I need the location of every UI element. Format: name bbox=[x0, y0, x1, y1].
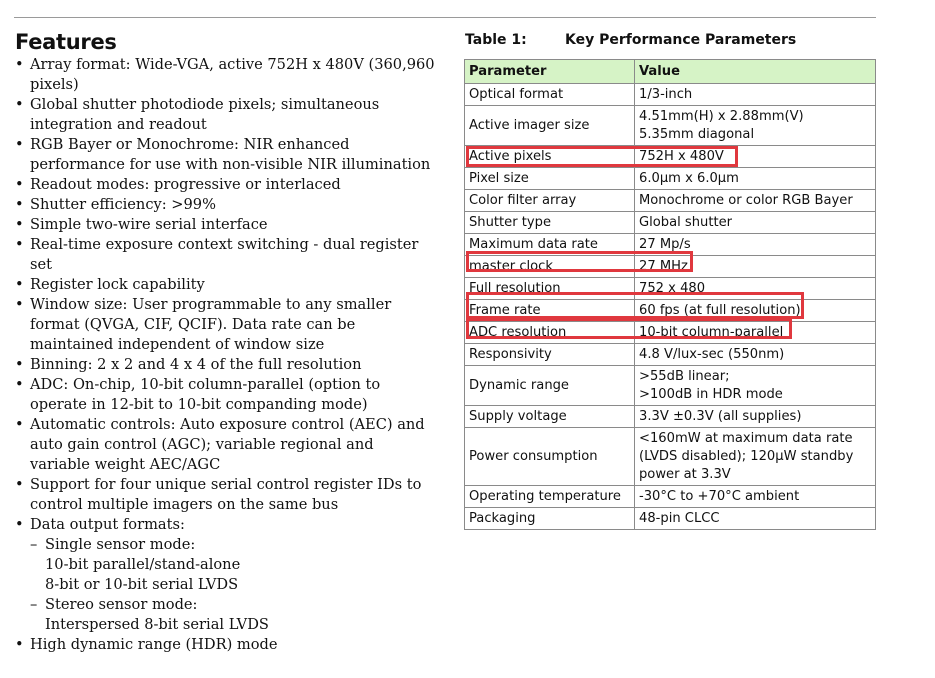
value-line: Global shutter bbox=[639, 215, 733, 230]
table-caption-title: Key Performance Parameters bbox=[565, 32, 797, 48]
value-cell bbox=[635, 486, 876, 508]
value-cell bbox=[635, 190, 876, 212]
feature-item: • ADC: On-chip, 10-bit column-parallel (option to operate in 12-bit to 10-bit companding mode) bbox=[15, 376, 381, 413]
table-row bbox=[465, 84, 876, 106]
table-row bbox=[465, 190, 876, 212]
feature-item: • Support for four unique serial control register IDs to control multiple imagers on the same bus bbox=[15, 476, 422, 513]
feature-item: • RGB Bayer or Monochrome: NIR enhanced performance for use with non-visible NIR illumination bbox=[15, 136, 431, 173]
value-line: 752H x 480V bbox=[639, 149, 724, 164]
parameter-cell: Pixel size bbox=[465, 168, 635, 190]
parameter-cell: Shutter type bbox=[465, 212, 635, 234]
highlight-box-active-pixels bbox=[466, 146, 738, 167]
feature-item: • Global shutter photodiode pixels; simultaneous integration and readout bbox=[15, 96, 380, 133]
table-caption-label: Table 1: bbox=[465, 32, 527, 48]
parameter-cell: ADC resolution bbox=[465, 322, 635, 344]
value-line: -30°C to +70°C ambient bbox=[639, 489, 800, 504]
value-cell bbox=[635, 406, 876, 428]
value-line: 27 MHz bbox=[639, 259, 688, 274]
value-line: 27 Mp/s bbox=[639, 237, 691, 252]
parameter-cell: Full resolution bbox=[465, 278, 635, 300]
value-line: 4.51mm(H) x 2.88mm(V) bbox=[639, 109, 804, 124]
value-cell bbox=[635, 508, 876, 530]
highlight-box-frame-rate bbox=[466, 292, 804, 319]
table-row bbox=[465, 508, 876, 530]
value-line: >55dB linear; bbox=[639, 369, 730, 384]
parameter-cell: Power consumption bbox=[465, 428, 635, 486]
parameter-cell: Supply voltage bbox=[465, 406, 635, 428]
sub-item-single-sensor: – Single sensor mode: 10-bit parallel/stand-alone 8-bit or 10-bit serial LVDS bbox=[30, 536, 241, 593]
table-row bbox=[465, 344, 876, 366]
value-line: 752 x 480 bbox=[639, 281, 706, 296]
features-list bbox=[15, 55, 435, 655]
table-caption bbox=[465, 30, 797, 50]
parameter-cell: Frame rate bbox=[465, 300, 635, 322]
parameter-cell: Dynamic range bbox=[465, 366, 635, 406]
table-row bbox=[465, 106, 876, 146]
feature-item: • Binning: 2 x 2 and 4 x 4 of the full resolution bbox=[15, 356, 362, 373]
value-line: <160mW at maximum data rate bbox=[639, 431, 853, 446]
value-line: 60 fps (at full resolution) bbox=[639, 303, 801, 318]
features-heading: Features bbox=[15, 30, 117, 54]
value-line: (LVDS disabled); 120µW standby bbox=[639, 449, 854, 464]
parameter-cell: Active pixels bbox=[465, 146, 635, 168]
sub-item-stereo-sensor: – Stereo sensor mode: Interspersed 8-bit serial LVDS bbox=[30, 596, 269, 633]
value-cell bbox=[635, 366, 876, 406]
value-line: 4.8 V/lux-sec (550nm) bbox=[639, 347, 785, 362]
highlight-box-master-clock bbox=[466, 251, 693, 272]
value-cell bbox=[635, 212, 876, 234]
features-section bbox=[15, 30, 435, 655]
output-formats-sublist bbox=[30, 535, 435, 635]
parameter-cell: Responsivity bbox=[465, 344, 635, 366]
table-header-row bbox=[465, 60, 876, 84]
table-row bbox=[465, 168, 876, 190]
feature-item: • Array format: Wide-VGA, active 752H x 480V (360,960 pixels) bbox=[15, 56, 435, 93]
feature-item: • Simple two-wire serial interface bbox=[15, 216, 268, 233]
value-line: Monochrome or color RGB Bayer bbox=[639, 193, 853, 208]
value-line: 6.0µm x 6.0µm bbox=[639, 171, 739, 186]
parameter-cell: Color filter array bbox=[465, 190, 635, 212]
feature-item: • Register lock capability bbox=[15, 276, 205, 293]
feature-item: • High dynamic range (HDR) mode bbox=[15, 636, 278, 653]
highlight-box-adc-resolution bbox=[466, 318, 792, 339]
value-line: 5.35mm diagonal bbox=[639, 127, 755, 142]
table-row bbox=[465, 212, 876, 234]
value-line: 3.3V ±0.3V (all supplies) bbox=[639, 409, 802, 424]
value-cell bbox=[635, 168, 876, 190]
parameter-cell: Active imager size bbox=[465, 106, 635, 146]
feature-item-output-formats: • Data output formats: – Single sensor mode: 10-bit parallel/stand-alone 8-bit or 10-bit serial LVDS – Stereo sensor mode: Interspersed 8-bit serial LVDS bbox=[15, 515, 435, 635]
header-parameter: Parameter bbox=[465, 60, 635, 84]
parameter-cell: Optical format bbox=[465, 84, 635, 106]
table-row bbox=[465, 428, 876, 486]
feature-item: • Readout modes: progressive or interlaced bbox=[15, 176, 341, 193]
value-line: power at 3.3V bbox=[639, 467, 731, 482]
feature-item: • Shutter efficiency: >99% bbox=[15, 196, 216, 213]
feature-item: • Window size: User programmable to any smaller format (QVGA, CIF, QCIF). Data rate can be maintained independent of window size bbox=[15, 296, 392, 353]
parameter-cell: Operating temperature bbox=[465, 486, 635, 508]
value-line: 1/3-inch bbox=[639, 87, 693, 102]
parameter-cell: Maximum data rate bbox=[465, 234, 635, 256]
table-row bbox=[465, 486, 876, 508]
value-cell bbox=[635, 106, 876, 146]
feature-item: • Automatic controls: Auto exposure control (AEC) and auto gain control (AGC); variable regional and variable weight AEC/AGC bbox=[15, 416, 425, 473]
table-row bbox=[465, 366, 876, 406]
value-line: 10-bit column-parallel bbox=[639, 325, 784, 340]
feature-item: • Real-time exposure context switching - dual register set bbox=[15, 236, 419, 273]
parameter-cell: master clock bbox=[465, 256, 635, 278]
table-row bbox=[465, 406, 876, 428]
value-cell bbox=[635, 84, 876, 106]
top-rule bbox=[14, 17, 876, 18]
value-cell bbox=[635, 344, 876, 366]
value-line: >100dB in HDR mode bbox=[639, 387, 783, 402]
header-value: Value bbox=[635, 60, 876, 84]
parameter-cell: Packaging bbox=[465, 508, 635, 530]
value-cell bbox=[635, 428, 876, 486]
value-line: 48-pin CLCC bbox=[639, 511, 720, 526]
